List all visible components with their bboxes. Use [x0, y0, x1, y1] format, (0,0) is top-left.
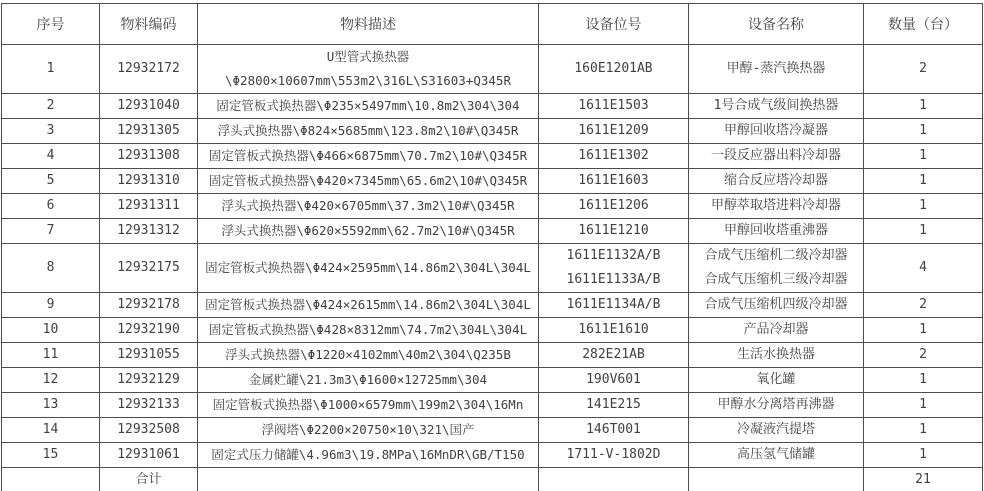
cell-equipment-tag: 141E215 — [539, 393, 689, 418]
cell-equipment-name — [689, 468, 864, 491]
cell-serial: 7 — [2, 219, 100, 244]
table-body — [2, 45, 983, 491]
cell-serial: 1 — [2, 45, 100, 94]
cell-quantity: 1 — [864, 144, 983, 169]
cell-equipment-name: 高压氢气储罐 — [689, 443, 864, 468]
cell-quantity: 1 — [864, 418, 983, 443]
cell-material-code: 12931308 — [100, 144, 198, 169]
cell-equipment-name: 甲醇水分离塔再沸器 — [689, 393, 864, 418]
cell-quantity: 1 — [864, 368, 983, 393]
cell-equipment-tag: 1611E1210 — [539, 219, 689, 244]
cell-quantity: 21 — [864, 468, 983, 491]
cell-equipment-tag-line: 1611E1132A/B — [566, 248, 661, 263]
cell-equipment-name: 产品冷却器 — [689, 318, 864, 343]
cell-serial: 2 — [2, 94, 100, 119]
cell-equipment-name: 1号合成气级间换热器 — [689, 94, 864, 119]
cell-material-code: 12931061 — [100, 443, 198, 468]
cell-material-code: 12931310 — [100, 169, 198, 194]
cell-material-code: 12932175 — [100, 244, 198, 293]
cell-quantity: 1 — [864, 194, 983, 219]
cell-material-code: 12932178 — [100, 293, 198, 318]
table-header — [2, 4, 983, 45]
cell-equipment-name — [689, 244, 864, 293]
cell-serial: 8 — [2, 244, 100, 293]
cell-serial: 12 — [2, 368, 100, 393]
cell-material-code: 12931312 — [100, 219, 198, 244]
cell-material-description: 浮头式换热器\Φ1220×4102mm\40m2\304\Q235B — [198, 343, 539, 368]
column-header-material-code: 物料编码 — [100, 4, 198, 45]
table-row — [2, 418, 983, 443]
cell-material-code: 12932190 — [100, 318, 198, 343]
table-row — [2, 169, 983, 194]
cell-equipment-name: 冷凝液汽提塔 — [689, 418, 864, 443]
cell-equipment-name: 氧化罐 — [689, 368, 864, 393]
cell-equipment-name: 甲醇回收塔冷凝器 — [689, 119, 864, 144]
cell-serial: 4 — [2, 144, 100, 169]
cell-material-code: 12931055 — [100, 343, 198, 368]
cell-material-description: 固定管板式换热器\Φ420×7345mm\65.6m2\10#\Q345R — [198, 169, 539, 194]
cell-material-description: 金属贮罐\21.3m3\Φ1600×12725mm\304 — [198, 368, 539, 393]
cell-material-description-line: U型管式换热器 — [326, 49, 410, 64]
cell-quantity: 1 — [864, 94, 983, 119]
cell-serial: 11 — [2, 343, 100, 368]
cell-quantity: 2 — [864, 293, 983, 318]
cell-equipment-name: 缩合反应塔冷却器 — [689, 169, 864, 194]
cell-material-description: 固定管板式换热器\Φ235×5497mm\10.8m2\304\304 — [198, 94, 539, 119]
cell-serial: 10 — [2, 318, 100, 343]
cell-equipment-name: 甲醇回收塔重沸器 — [689, 219, 864, 244]
table-row — [2, 443, 983, 468]
cell-equipment-tag: 1611E1134A/B — [539, 293, 689, 318]
column-header-serial: 序号 — [2, 4, 100, 45]
cell-material-description: 浮头式换热器\Φ420×6705mm\37.3m2\10#\Q345R — [198, 194, 539, 219]
cell-quantity: 1 — [864, 443, 983, 468]
cell-equipment-name: 甲醇-蒸汽换热器 — [689, 45, 864, 94]
cell-material-description — [198, 468, 539, 491]
cell-serial — [2, 468, 100, 491]
cell-material-description: 固定管板式换热器\Φ1000×6579mm\199m2\304\16Mn — [198, 393, 539, 418]
cell-serial: 6 — [2, 194, 100, 219]
cell-quantity: 1 — [864, 318, 983, 343]
cell-material-description: 固定式压力储罐\4.96m3\19.8MPa\16MnDR\GB/T150 — [198, 443, 539, 468]
table-row — [2, 318, 983, 343]
cell-quantity: 1 — [864, 169, 983, 194]
table-row — [2, 244, 983, 293]
header-row — [2, 4, 983, 45]
total-row — [2, 468, 983, 491]
cell-material-description: 固定管板式换热器\Φ424×2615mm\14.86m2\304L\304L — [198, 293, 539, 318]
cell-equipment-name: 生活水换热器 — [689, 343, 864, 368]
cell-material-code: 12932508 — [100, 418, 198, 443]
cell-quantity: 2 — [864, 45, 983, 94]
cell-material-code: 12932172 — [100, 45, 198, 94]
cell-serial: 13 — [2, 393, 100, 418]
cell-equipment-name: 一段反应器出料冷却器 — [689, 144, 864, 169]
cell-serial: 3 — [2, 119, 100, 144]
table-row — [2, 293, 983, 318]
table-row — [2, 393, 983, 418]
cell-serial: 15 — [2, 443, 100, 468]
cell-material-description: 固定管板式换热器\Φ424×2595mm\14.86m2\304L\304L — [198, 244, 539, 293]
cell-material-code: 12931311 — [100, 194, 198, 219]
table-row — [2, 368, 983, 393]
cell-equipment-tag: 1611E1503 — [539, 94, 689, 119]
cell-serial: 14 — [2, 418, 100, 443]
cell-material-code: 12931305 — [100, 119, 198, 144]
cell-equipment-tag: 160E1201AB — [539, 45, 689, 94]
column-header-material-description: 物料描述 — [198, 4, 539, 45]
cell-serial: 9 — [2, 293, 100, 318]
cell-equipment-tag: 1611E1209 — [539, 119, 689, 144]
cell-quantity: 4 — [864, 244, 983, 293]
cell-equipment-tag: 146T001 — [539, 418, 689, 443]
column-header-quantity: 数量（台） — [864, 4, 983, 45]
cell-material-code: 12932129 — [100, 368, 198, 393]
cell-equipment-tag — [539, 468, 689, 491]
cell-material-description: 固定管板式换热器\Φ428×8312mm\74.7m2\304L\304L — [198, 318, 539, 343]
cell-equipment-tag: 1611E1206 — [539, 194, 689, 219]
cell-equipment-name: 甲醇萃取塔进料冷却器 — [689, 194, 864, 219]
table-row — [2, 144, 983, 169]
cell-material-code: 12931040 — [100, 94, 198, 119]
cell-equipment-tag: 1611E1610 — [539, 318, 689, 343]
cell-equipment-tag: 190V601 — [539, 368, 689, 393]
cell-equipment-tag — [539, 244, 689, 293]
column-header-equipment-tag: 设备位号 — [539, 4, 689, 45]
table-row — [2, 94, 983, 119]
table-row — [2, 45, 983, 94]
cell-material-description: 浮阀塔\Φ2200×20750×10\321\国产 — [198, 418, 539, 443]
table-row — [2, 119, 983, 144]
cell-equipment-tag: 1611E1302 — [539, 144, 689, 169]
cell-material-code: 12932133 — [100, 393, 198, 418]
cell-equipment-tag: 282E21AB — [539, 343, 689, 368]
cell-equipment-tag-line: 1611E1133A/B — [566, 272, 661, 287]
cell-quantity: 2 — [864, 343, 983, 368]
cell-material-description: 固定管板式换热器\Φ466×6875mm\70.7m2\10#\Q345R — [198, 144, 539, 169]
cell-material-code: 合计 — [100, 468, 198, 491]
table-row — [2, 219, 983, 244]
cell-equipment-tag: 1611E1603 — [539, 169, 689, 194]
cell-material-description: 浮头式换热器\Φ620×5592mm\62.7m2\10#\Q345R — [198, 219, 539, 244]
cell-equipment-name: 合成气压缩机四级冷却器 — [689, 293, 864, 318]
cell-serial: 5 — [2, 169, 100, 194]
cell-material-description: 浮头式换热器\Φ824×5685mm\123.8m2\10#\Q345R — [198, 119, 539, 144]
equipment-table — [1, 3, 983, 491]
cell-quantity: 1 — [864, 393, 983, 418]
cell-equipment-name-line: 合成气压缩机三级冷却器 — [704, 272, 848, 287]
table-row — [2, 343, 983, 368]
cell-equipment-tag: 1711-V-1802D — [539, 443, 689, 468]
cell-quantity: 1 — [864, 119, 983, 144]
cell-quantity: 1 — [864, 219, 983, 244]
table-row — [2, 194, 983, 219]
cell-material-description-line: \Φ2800×10607mm\553m2\316L\S31603+Q345R — [225, 73, 511, 88]
column-header-equipment-name: 设备名称 — [689, 4, 864, 45]
cell-equipment-name-line: 合成气压缩机二级冷却器 — [704, 248, 848, 263]
cell-material-description — [198, 45, 539, 94]
